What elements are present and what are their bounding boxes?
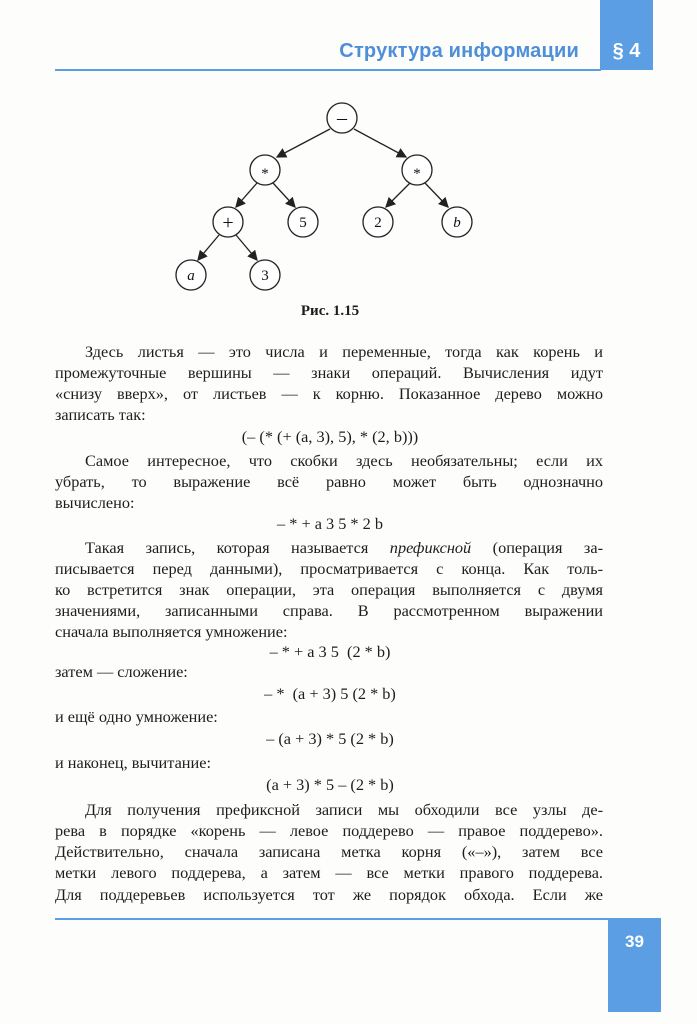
page-number-tab bbox=[608, 918, 661, 1012]
text-line: Для поддеревьев используется тот же порядок обхода. Если же bbox=[55, 885, 603, 904]
tree-node-label: * bbox=[413, 166, 421, 182]
text-line: промежуточные вершины — знаки операций. Вычисления идут bbox=[55, 363, 603, 382]
tree-edge bbox=[273, 183, 295, 207]
header-divider bbox=[55, 69, 601, 71]
tree-node-label: + bbox=[222, 212, 234, 234]
text-line: Для получения префиксной записи мы обходили все узлы де- bbox=[85, 800, 603, 819]
text-line: писывается перед данными), просматривается с конца. Как толь- bbox=[55, 559, 603, 578]
tree-node-label: – bbox=[337, 107, 347, 129]
text-line: и наконец, вычитание: bbox=[55, 753, 211, 772]
formula: (– (* (+ (a, 3), 5), * (2, b))) bbox=[241, 427, 419, 446]
formula: (a + 3) * 5 – (2 * b) bbox=[266, 775, 394, 794]
text-line: Самое интересное, что скобки здесь необязательны; если их bbox=[85, 451, 603, 470]
text-line: сначала выполняется умножение: bbox=[55, 622, 288, 641]
text-segment: (операция за- bbox=[471, 538, 603, 557]
text-segment: Такая запись, которая называется bbox=[85, 538, 390, 557]
tree-node-label: * bbox=[261, 166, 269, 182]
text-line: значениями, записанными справа. В рассмотренном выражении bbox=[55, 601, 603, 620]
tree-edge bbox=[198, 235, 219, 260]
tree-edge bbox=[354, 129, 406, 157]
text-line: «снизу вверх», от листьев — к корню. Показанное дерево можно bbox=[55, 384, 603, 403]
section-tab bbox=[600, 0, 653, 70]
tree-node-label: a bbox=[187, 268, 195, 284]
text-line: Действительно, сначала записана метка корня («–»), затем все bbox=[55, 842, 603, 861]
tree-node-label: 2 bbox=[374, 215, 382, 231]
text-line: ко встретится знак операции, эта операция выполняется с двумя bbox=[55, 580, 603, 599]
text-line: вычислено: bbox=[55, 493, 135, 512]
text-line: и ещё одно умножение: bbox=[55, 707, 218, 726]
formula: – (a + 3) * 5 (2 * b) bbox=[266, 729, 394, 748]
expression-tree-diagram bbox=[150, 90, 510, 300]
formula: – * + a 3 5 * 2 b bbox=[277, 514, 383, 533]
formula: – * (a + 3) 5 (2 * b) bbox=[264, 684, 396, 703]
tree-node-label: b bbox=[453, 215, 461, 231]
footer-divider bbox=[55, 918, 609, 920]
tree-edge bbox=[236, 235, 257, 260]
figure-caption: Рис. 1.15 bbox=[300, 303, 360, 319]
tree-edge bbox=[386, 183, 410, 207]
tree-edge bbox=[236, 183, 257, 207]
text-line: затем — сложение: bbox=[55, 662, 188, 681]
text-line: убрать, то выражение всё равно может быть однозначно bbox=[55, 472, 603, 491]
page-number: 39 bbox=[625, 932, 644, 951]
text-line bbox=[55, 537, 603, 559]
tree-node-label: 5 bbox=[299, 215, 307, 231]
text-line: метки левого поддерева, а затем — все метки правого поддерева. bbox=[55, 863, 603, 882]
tree-edge bbox=[425, 183, 448, 207]
tree-node-label: 3 bbox=[261, 268, 269, 284]
section-number: § 4 bbox=[612, 40, 641, 62]
term-italic: префиксной bbox=[389, 538, 472, 557]
formula: – * + a 3 5 (2 * b) bbox=[269, 642, 391, 661]
text-line: Здесь листья — это числа и переменные, тогда как корень и bbox=[85, 342, 603, 361]
text-line: рева в порядке «корень — левое поддерево — правое поддерево». bbox=[55, 821, 603, 840]
text-line: записать так: bbox=[55, 405, 146, 424]
chapter-title: Структура информации bbox=[339, 40, 579, 62]
tree-edge bbox=[277, 129, 330, 157]
